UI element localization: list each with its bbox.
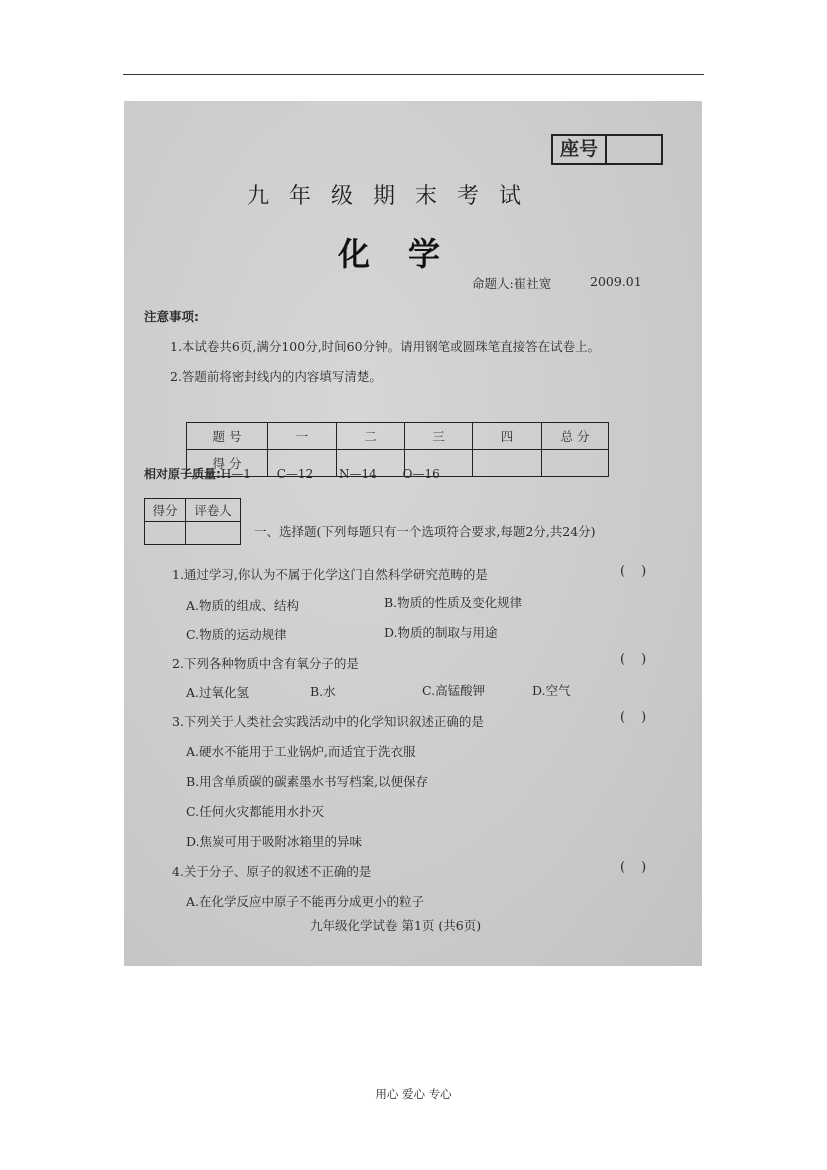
atomic-mass-item: H—1	[220, 467, 251, 481]
option: D.空气	[532, 683, 571, 698]
score-table-header: 题 号	[187, 423, 268, 450]
question-stem: 4.关于分子、原子的叙述不正确的是	[172, 864, 372, 879]
answer-blank[interactable]: ()	[620, 564, 663, 579]
atomic-mass-item: C—12	[276, 467, 314, 481]
seat-number-label: 座号	[553, 136, 607, 163]
score-row-label: 得 分	[187, 450, 268, 477]
header-rule	[123, 74, 704, 75]
seat-number-field[interactable]	[607, 136, 661, 163]
option: C.物质的运动规律	[186, 627, 287, 642]
atomic-mass-label: 相对原子质量:	[144, 467, 221, 481]
score-cell[interactable]	[542, 450, 609, 477]
option: A.物质的组成、结构	[186, 598, 300, 613]
notice-item: 1.本试卷共6页,满分100分,时间60分钟。请用钢笔或圆珠笔直接答在试卷上。	[170, 339, 601, 354]
grader-name-header: 评卷人	[186, 499, 241, 522]
grader-table	[144, 498, 241, 545]
score-table-header: 三	[405, 423, 473, 450]
option: A.过氧化氢	[186, 685, 250, 700]
grader-score-cell[interactable]	[145, 522, 186, 545]
score-cell[interactable]	[473, 450, 542, 477]
option: B.用含单质碳的碳素墨水书写档案,以便保存	[186, 774, 429, 789]
notice-title: 注意事项:	[144, 309, 199, 324]
score-table-header: 总 分	[542, 423, 609, 450]
section-heading: 一、选择题(下列每题只有一个选项符合要求,每题2分,共24分)	[254, 524, 596, 539]
exam-page-footer: 九年级化学试卷 第1页 (共6页)	[310, 918, 482, 933]
question-stem: 3.下列关于人类社会实践活动中的化学知识叙述正确的是	[172, 714, 484, 729]
answer-blank[interactable]: ()	[620, 710, 663, 725]
seat-number-box	[551, 134, 663, 165]
atomic-mass-line	[144, 465, 440, 482]
score-table-header: 四	[473, 423, 542, 450]
question-stem: 2.下列各种物质中含有氧分子的是	[172, 656, 359, 671]
option: A.硬水不能用于工业锅炉,而适宜于洗衣服	[186, 744, 416, 759]
score-table-header: 二	[337, 423, 405, 450]
score-table-header: 一	[268, 423, 337, 450]
question-stem: 1.通过学习,你认为不属于化学这门自然科学研究范畴的是	[172, 567, 488, 582]
option: D.焦炭可用于吸附冰箱里的异味	[186, 834, 363, 849]
score-table-header-row	[187, 423, 609, 450]
atomic-mass-item: O—16	[402, 467, 440, 481]
atomic-mass-item: N—14	[339, 467, 377, 481]
option: B.物质的性质及变化规律	[384, 595, 523, 610]
page-footer: 用心 爱心 专心	[375, 1087, 452, 1101]
exam-author: 命题人:崔社宽	[472, 276, 552, 291]
answer-blank[interactable]: ()	[620, 652, 663, 667]
exam-title: 九年级期末考试	[247, 184, 542, 209]
exam-date: 2009.01	[590, 274, 642, 289]
grader-score-header: 得分	[145, 499, 186, 522]
option: C.高锰酸钾	[422, 683, 486, 698]
option: B.水	[310, 684, 336, 699]
scanned-exam-page	[124, 101, 702, 966]
subject-title: 化学	[338, 235, 479, 273]
answer-blank[interactable]: ()	[620, 860, 663, 875]
option: D.物质的制取与用途	[384, 625, 498, 640]
grader-name-cell[interactable]	[186, 522, 241, 545]
option: C.任何火灾都能用水扑灭	[186, 804, 325, 819]
notice-item: 2.答题前将密封线内的内容填写清楚。	[170, 369, 382, 384]
option: A.在化学反应中原子不能再分成更小的粒子	[186, 894, 425, 909]
